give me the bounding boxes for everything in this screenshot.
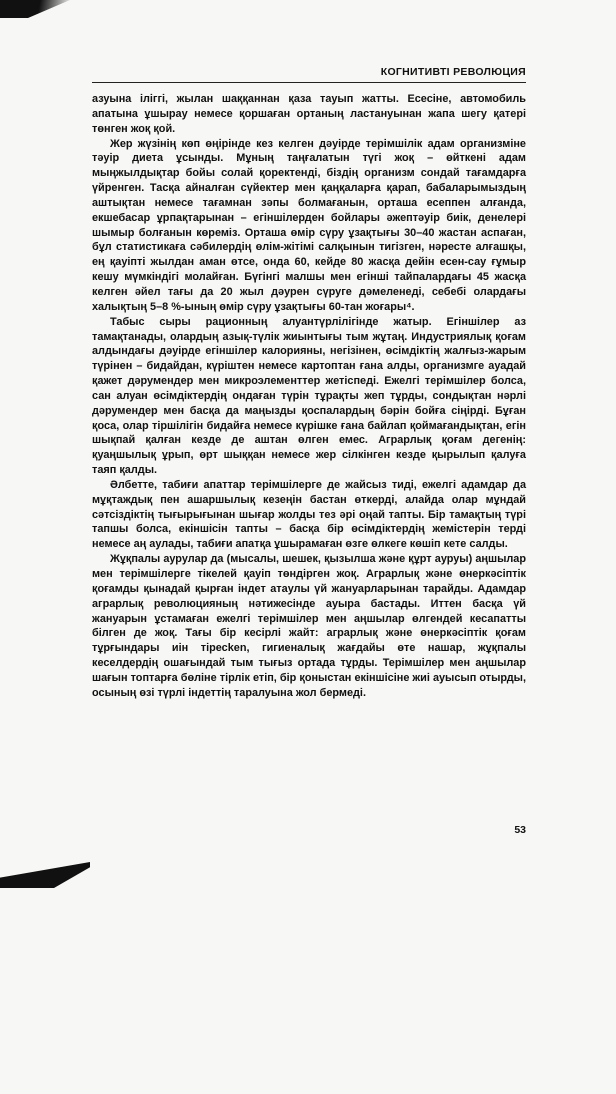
- scan-edge-top: [0, 0, 70, 18]
- paragraph-3: Табыс сыры рационның алуантүрлілігінде жатыр. Егіншілер аз тамақтанады, олардың азық-түлік жиынтығы тым жұтаң. Индустриялық қоғам алдындағы дәуірде егіншілер калорияны, негізінен, өсімдіктің жалғыз-жарым түрінен – бидайдан, күріштен немесе картоптан ғана алды, организмге ауадай қажет дәрумендер мен микроэлементтер жетіспеді. Ежелгі терімшілер болса, сан алуан өсімдіктердің ондаған түрін тұрақты жеп тұрды, сондықтан нәрлі дәрумендер мен басқа да маңызды қоспалардың бәрін бойға сіңірді. Бұған қоса, олар тіршілігін бидайға немесе күрішке ғана байлап қоймағандықтан, егін шықпай қалған кезде де аштан өлген емес. Аграрлық қоғам дегенің: қуаңшылық ұрып, өрт шыққан немесе жер сілкінген кезде қырылып қалуға таяп қалды.: [92, 315, 526, 477]
- paragraph-2: Жер жүзінің көп өңірінде кез келген дәуірде терімшілік адам организміне тәуір диета ұсынды. Мұның таңғалатын түгі жоқ – өйткені адам мыңжылдықтар бойы солай қоректенді, біздің организм сондай тағамдарға үйренген. Тасқа айналған сүйектер мен қаңқаларға қарап, бабаларымыздың аштықтан немесе тағамнан зәпы болмағанын, орташа есеппен алғанда, екшебасар ұрпақтарынан – егіншілерден бойлары әжептәуір биік, денелері шымыр болғанын көреміз. Орташа өмір сүру ұзақтығы 30–40 жастан аспаған, бұл статистикаға сәбилердің өлім-жітімі салқынын тигізген, нәресте алғашқы, ең қауіпті жылдан аман өтсе, онда 60, кейде 80 жасқа дейін есен-сау ғұмыр кешу мүмкіндігі молайған. Бүгінгі малшы мен егінші тайпалардағы 45 жасқа келген әйел тағы да 20 жыл дәурен сүруге дәмеленеді, себебі олардағы халықтың 5–8 %-ының өмір сүру ұзақтығы 60-тан жоғары⁴.: [92, 137, 526, 313]
- running-header: КОГНИТИВТІ РЕВОЛЮЦИЯ: [380, 66, 526, 78]
- page-number: 53: [514, 824, 526, 836]
- scan-edge-bottom: [0, 862, 90, 888]
- body-text: [92, 92, 526, 701]
- paragraph-1: азуына іліггі, жылан шаққаннан қаза тауып жатты. Есесіне, автомобиль апатына ұшырау немесе қоршаған ортаның ластануынан жапа шегу қатері төнген жоқ қой.: [92, 93, 526, 135]
- paragraph-4: Әлбетте, табиғи апаттар терімшілерге де жайсыз тиді, ежелгі адамдар да мұқтаждық пен ашаршылық кезеңін бастан өткерді, алайда олар мұндай сәтсіздіктің тығырығынан шығар жолды тез әрі оңай тапты. Бір тамақтың түрі тапшы болса, екіншісін тапты – басқа бір өсімдіктердің жемістерін терді немесе аң аулады, табиғи апатқа ұшырамаған өзге өлкеге көшіп кете салды.: [92, 478, 526, 551]
- paragraph-5: Жұқпалы аурулар да (мысалы, шешек, қызылша және құрт ауруы) аңшылар мен терімшілерге тікелей қауіп төндірген жоқ. Аграрлық және өнеркәсіптік қоғамды қынадай қырған індет атаулы үй жануарларынан тарайды. Адамдар аграрлық революцияның нәтижесінде ауыра бастады. Иттен басқа үй жануарын ұстамаған ежелгі терімшілер мен аңшылар өлгендей кесапатты білген де жоқ. Тағы бір кесірлі жайт: аграрлық және өнеркәсіптік қоғам тұрғындары иін тіресken, гигиеналық жағдайы өте нашар, жұқпалы кеселдердің ошағындай тым тығыз ортада тұрды. Терімшілер мен аңшылар шағын топтарға бөліне тірлік етіп, бір қоныстан екіншісіне жиі ауысып отырды, осының өзі түрлі індеттің таралуына жол бермеді.: [92, 553, 526, 699]
- header-rule: [92, 82, 526, 83]
